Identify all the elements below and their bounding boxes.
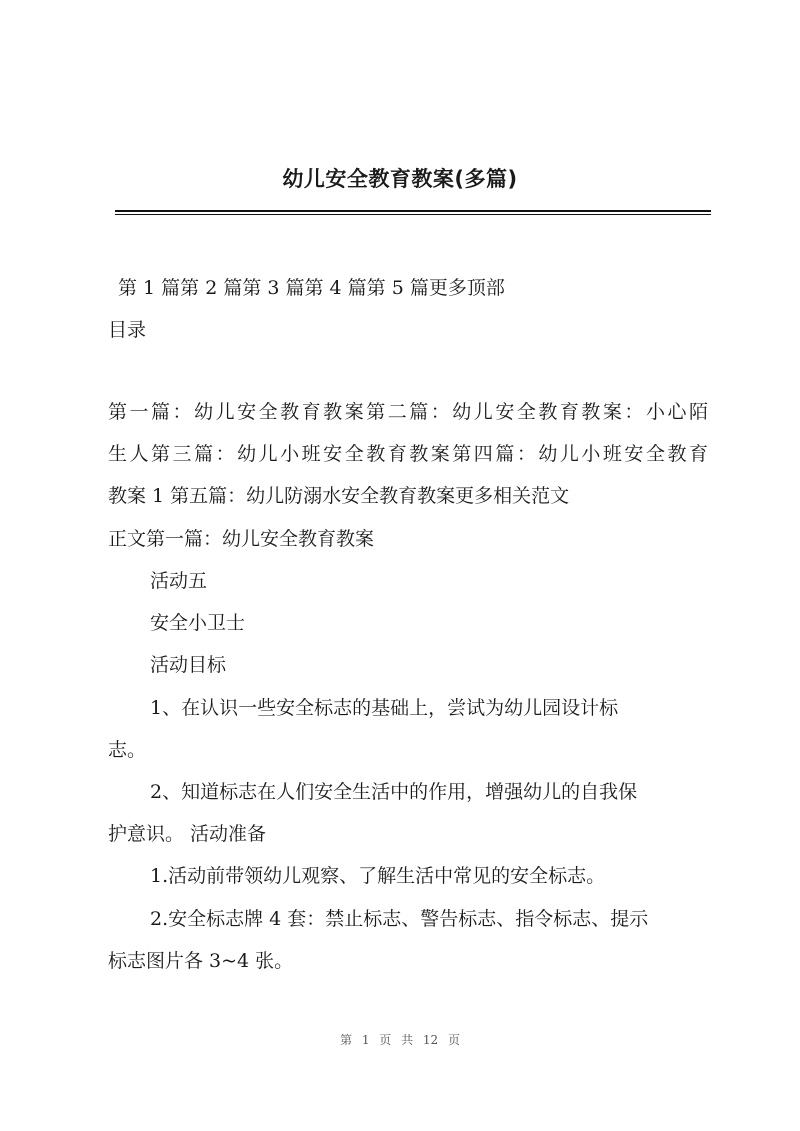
prep-item-1: 1.活动前带领幼儿观察、了解生活中常见的安全标志。 xyxy=(150,865,606,887)
body-heading: 正文第一篇：幼儿安全教育教案 xyxy=(108,528,375,550)
page-number-footer: 第 1 页 共 12 页 xyxy=(340,1033,460,1047)
goal-2-text: 2、知道标志在人们安全生活中的作用，增强幼儿的自我保 xyxy=(150,781,638,803)
toc-line[interactable]: 生人第三篇：幼儿小班安全教育教案第四篇：幼儿小班安全教育 xyxy=(108,443,708,465)
goal-1-text: 1、在认识一些安全标志的基础上，尝试为幼儿园设计标 xyxy=(150,697,619,719)
toc-line[interactable]: 第一篇：幼儿安全教育教案第二篇：幼儿安全教育教案：小心陌 xyxy=(108,401,708,423)
toc-heading: 目录 xyxy=(108,319,147,341)
prep-item-2-continued: 标志图片各 3~4 张。 xyxy=(108,950,294,972)
goals-heading: 活动目标 xyxy=(150,654,227,676)
activity-label: 活动五 xyxy=(150,570,208,592)
goal-2-text-continued: 护意识。 活动准备 xyxy=(108,823,267,845)
activity-name: 安全小卫士 xyxy=(150,612,246,634)
document-title: 幼儿安全教育教案(多篇) xyxy=(282,167,518,191)
toc-line[interactable]: 教案 1 第五篇：幼儿防溺水安全教育教案更多相关范文 xyxy=(108,485,570,507)
goal-1-text-continued: 志。 xyxy=(108,739,147,761)
prep-item-2: 2.安全标志牌 4 套：禁止标志、警告标志、指令标志、提示 xyxy=(150,908,649,930)
title-divider-thin xyxy=(115,214,711,215)
title-divider-thick xyxy=(115,210,711,212)
section-nav-links[interactable]: 第 1 篇第 2 篇第 3 篇第 4 篇第 5 篇更多顶部 xyxy=(118,277,505,299)
